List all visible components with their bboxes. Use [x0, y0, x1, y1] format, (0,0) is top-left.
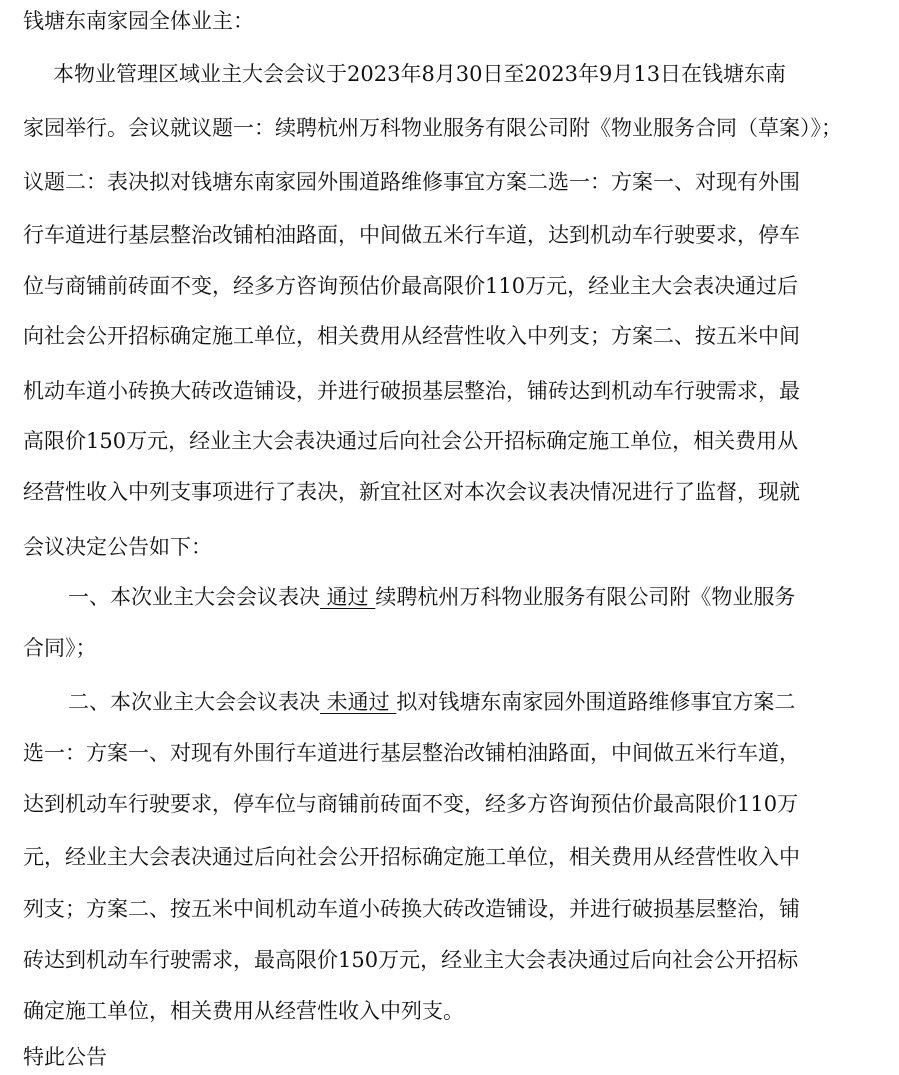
decision-2-result: 未通过: [320, 690, 397, 714]
intro-line: 本物业管理区域业主大会会议于2023年8月30日至2023年9月13日在钱塘东南: [53, 62, 787, 86]
decision-2-text-line: 确定施工单位，相关费用从经营性收入中列支。: [23, 999, 464, 1023]
decision-2-text-line: 砖达到机动车行驶需求，最高限价150万元，经业主大会表决通过后向社会公开招标: [23, 948, 799, 972]
decision-1-line: [68, 583, 795, 611]
intro-line: 经营性收入中列支事项进行了表决，新宜社区对本次会议表决情况进行了监督，现就: [23, 480, 800, 504]
decision-1-suffix: 续聘杭州万科物业服务有限公司附《物业服务: [375, 585, 796, 609]
decision-2-text-line: 列支；方案二、按五米中间机动车道小砖换大砖改造铺设，并进行破损基层整治，铺: [23, 897, 800, 921]
intro-line: 议题二：表决拟对钱塘东南家园外围道路维修事宜方案二选一：方案一、对现有外围: [23, 170, 800, 194]
decision-1-result: 通过: [320, 585, 376, 609]
closing-statement: 特此公告: [23, 1045, 107, 1069]
intro-line: 机动车道小砖换大砖改造铺设，并进行破损基层整治，铺砖达到机动车行驶需求，最: [23, 379, 800, 403]
intro-line: 向社会公开招标确定施工单位，相关费用从经营性收入中列支；方案二、按五米中间: [23, 324, 800, 348]
decision-2-line: [68, 688, 795, 716]
intro-line: 高限价150万元，经业主大会表决通过后向社会公开招标确定施工单位，相关费用从: [23, 429, 799, 453]
intro-line: 位与商铺前砖面不变，经多方咨询预估价最高限价110万元，经业主大会表决通过后: [23, 274, 799, 298]
decision-2-text-line: 元，经业主大会表决通过后向社会公开招标确定施工单位，相关费用从经营性收入中: [23, 845, 800, 869]
salutation: 钱塘东南家园全体业主：: [23, 9, 254, 33]
decision-2-prefix: 二、本次业主大会会议表决: [68, 690, 320, 714]
decision-2-text-line: 达到机动车行驶要求，停车位与商铺前砖面不变，经多方咨询预估价最高限价110万: [23, 792, 799, 816]
decision-1-prefix: 一、本次业主大会会议表决: [68, 585, 320, 609]
intro-line: 家园举行。会议就议题一：续聘杭州万科物业服务有限公司附《物业服务合同（草案）》；: [23, 116, 842, 140]
intro-line: 行车道进行基层整治改铺柏油路面，中间做五米行车道，达到机动车行驶要求，停车: [23, 223, 800, 247]
decision-2-text-line: 选一：方案一、对现有外围行车道进行基层整治改铺柏油路面，中间做五米行车道，: [23, 741, 800, 765]
decision-1-line-2: 合同》；: [23, 636, 97, 660]
intro-line: 会议决定公告如下：: [23, 535, 212, 559]
decision-2-suffix: 拟对钱塘东南家园外围道路维修事宜方案二: [396, 690, 796, 714]
